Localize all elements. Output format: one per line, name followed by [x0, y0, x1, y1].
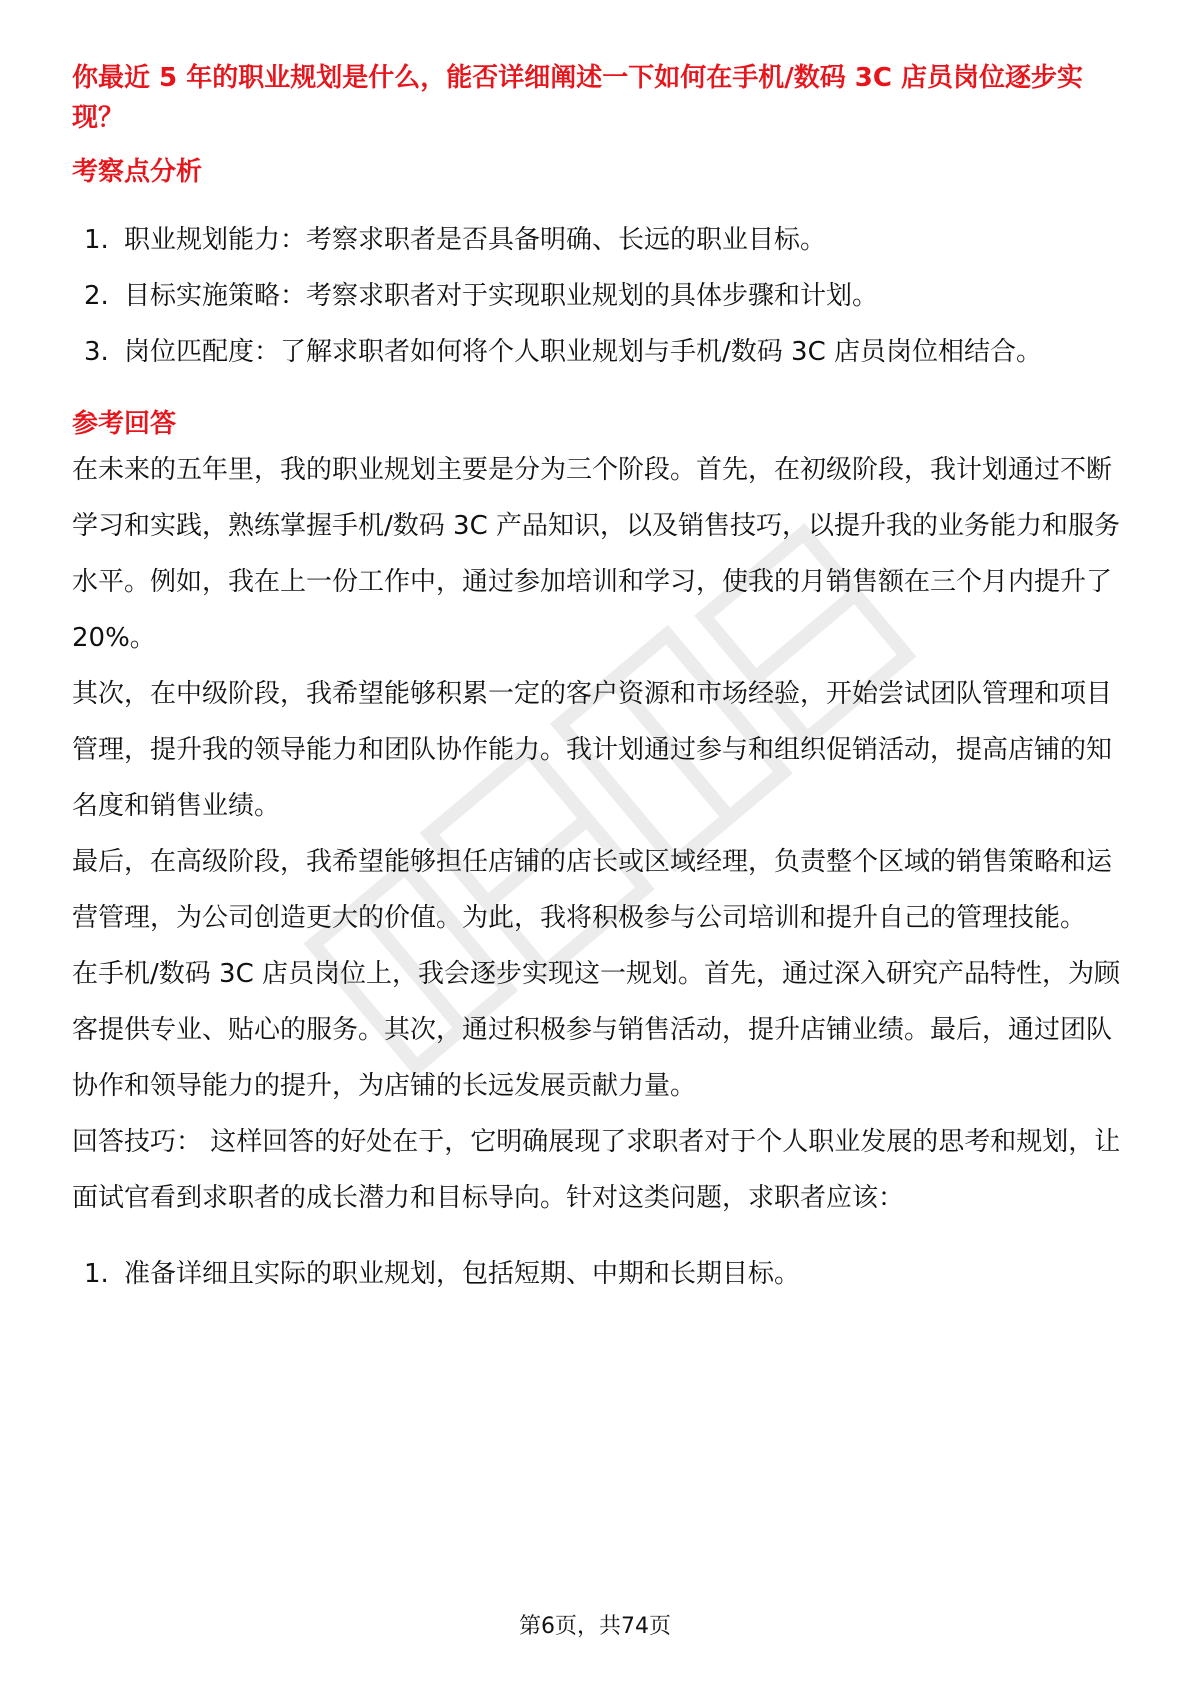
- question-title: 你最近 5 年的职业规划是什么，能否详细阐述一下如何在手机/数码 3C 店员岗位逐步实现？: [72, 63, 1083, 133]
- list-item-text: 职业规划能力：考察求职者是否具备明确、长远的职业目标。: [124, 225, 827, 255]
- document-content: [72, 58, 1122, 1302]
- answer-paragraph: 在手机/数码 3C 店员岗位上，我会逐步实现这一规划。首先，通过深入研究产品特性，为顾客提供专业、贴心的服务。其次，通过积极参与销售活动，提升店铺业绩。最后，通过团队协作和领导能力的提升，为店铺的长远发展贡献力量。: [72, 959, 1120, 1101]
- list-item-number: 1.: [84, 1259, 109, 1289]
- list-item: [72, 324, 1122, 380]
- reference-heading: 参考回答: [72, 409, 177, 439]
- list-item-text: 岗位匹配度：了解求职者如何将个人职业规划与手机/数码 3C 店员岗位相结合。: [124, 337, 1042, 367]
- list-item: [72, 1246, 1122, 1302]
- answer-paragraph: 最后，在高级阶段，我希望能够担任店铺的店长或区域经理，负责整个区域的销售策略和运营管理，为公司创造更大的价值。为此，我将积极参与公司培训和提升自己的管理技能。: [72, 847, 1113, 933]
- tips-paragraph: 回答技巧： 这样回答的好处在于，它明确展现了求职者对于个人职业发展的思考和规划，让面试官看到求职者的成长潜力和目标导向。针对这类问题，求职者应该：: [72, 1127, 1121, 1213]
- list-item: [72, 268, 1122, 324]
- list-item-number: 1.: [84, 225, 109, 255]
- analysis-list: [72, 212, 1122, 380]
- analysis-heading: 考察点分析: [72, 157, 203, 187]
- list-item-text: 目标实施策略：考察求职者对于实现职业规划的具体步骤和计划。: [124, 281, 879, 311]
- list-item-text: 准备详细且实际的职业规划，包括短期、中期和长期目标。: [124, 1259, 801, 1289]
- list-item-number: 2.: [84, 281, 109, 311]
- answer-paragraph: 在未来的五年里，我的职业规划主要是分为三个阶段。首先，在初级阶段，我计划通过不断学习和实践，熟练掌握手机/数码 3C 产品知识，以及销售技巧，以提升我的业务能力和服务水平。例如，我在上一份工作中，通过参加培训和学习，使我的月销售额在三个月内提升了20%。: [72, 455, 1120, 653]
- list-item-number: 3.: [84, 337, 109, 367]
- answer-paragraph: 其次，在中级阶段，我希望能够积累一定的客户资源和市场经验，开始尝试团队管理和项目管理，提升我的领导能力和团队协作能力。我计划通过参与和组织促销活动，提高店铺的知名度和销售业绩。: [72, 679, 1113, 821]
- page-footer: 第6页，共74页: [519, 1614, 671, 1639]
- tips-list: [72, 1246, 1122, 1302]
- list-item: [72, 212, 1122, 268]
